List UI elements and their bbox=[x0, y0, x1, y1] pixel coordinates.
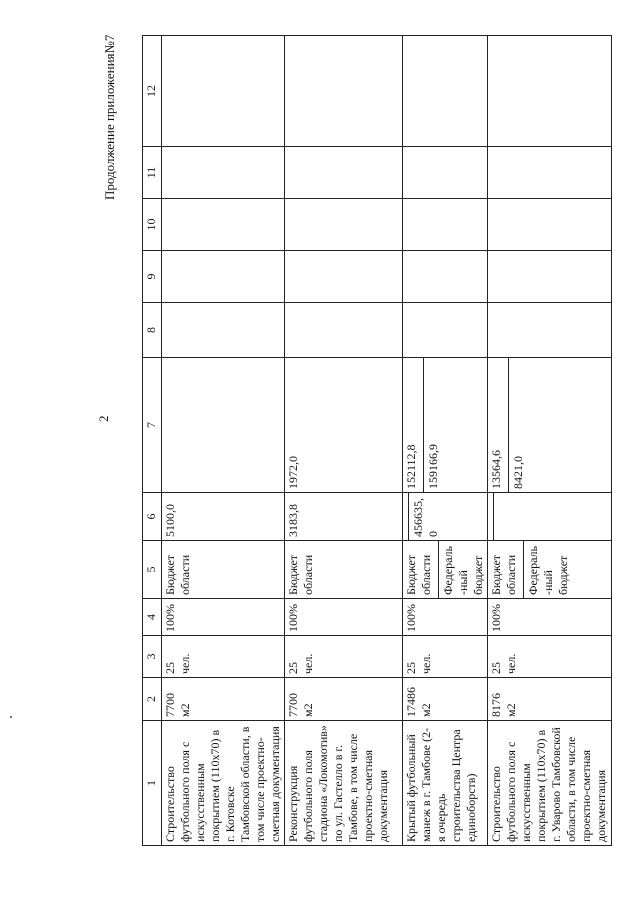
total-amount: 3183,8 bbox=[285, 493, 403, 541]
funding-source-federal: Федераль-ный бюджет bbox=[438, 541, 486, 598]
column-number-row bbox=[143, 36, 162, 846]
object-readiness: 100% bbox=[162, 599, 285, 636]
object-capacity: 25 чел. bbox=[488, 636, 612, 678]
year-amount-federal: 8421,0 bbox=[508, 358, 526, 492]
total-amount: 5100,0 bbox=[162, 493, 285, 541]
object-area: 17486 м2 bbox=[403, 678, 488, 721]
object-name: Крытый футбольный манеж в г. Тамбове (2-я очередь строительства Центра единоборств) bbox=[403, 721, 488, 846]
object-capacity: 25 чел. bbox=[162, 636, 285, 678]
column-number: 6 bbox=[143, 493, 162, 541]
object-area: 7700 м2 bbox=[285, 678, 403, 721]
object-readiness: 100% bbox=[488, 599, 612, 636]
funding-source-cell bbox=[162, 541, 285, 599]
object-readiness: 100% bbox=[403, 599, 488, 636]
column-number: 9 bbox=[143, 251, 162, 303]
column-number: 11 bbox=[143, 147, 162, 199]
funding-source-cell bbox=[488, 541, 612, 599]
year-amount: 1972,0 bbox=[285, 358, 403, 493]
object-name: Строительство футбольного поля с искусственным покрытием (110х70) в г. Уварово Тамбовской области, в том числе проектно-сметная документация bbox=[488, 721, 612, 846]
appendix-continuation-note: Продолжение приложения№7 bbox=[102, 34, 117, 200]
column-number: 7 bbox=[143, 358, 162, 493]
column-number: 1 bbox=[143, 721, 162, 846]
page-number: 2 bbox=[96, 415, 111, 422]
year-amount-cell bbox=[403, 358, 488, 493]
object-capacity: 25 чел. bbox=[403, 636, 488, 678]
scan-speck bbox=[10, 716, 12, 718]
column-number: 2 bbox=[143, 678, 162, 721]
funding-source-cell bbox=[285, 541, 403, 599]
year-amount: 13564,6 bbox=[489, 450, 503, 489]
table-row bbox=[403, 36, 488, 846]
funding-source: Бюджет области bbox=[489, 554, 518, 595]
year-amount bbox=[162, 358, 285, 493]
year-amount-federal: 159166,9 bbox=[423, 358, 441, 492]
total-amount-cell bbox=[403, 493, 488, 541]
funding-source-federal: Федераль-ный бюджет bbox=[523, 541, 571, 598]
object-readiness: 100% bbox=[285, 599, 403, 636]
column-number: 10 bbox=[143, 199, 162, 251]
total-amount-cell bbox=[488, 493, 612, 541]
total-amount-federal: 456635,0 bbox=[408, 493, 441, 540]
column-number: 3 bbox=[143, 636, 162, 678]
rotated-table-container bbox=[142, 36, 614, 846]
object-area: 8176 м2 bbox=[488, 678, 612, 721]
funding-source-cell bbox=[403, 541, 488, 599]
table-row bbox=[488, 36, 612, 846]
object-capacity: 25 чел. bbox=[285, 636, 403, 678]
year-amount: 152112,8 bbox=[404, 444, 418, 489]
column-number: 5 bbox=[143, 541, 162, 599]
table-row bbox=[162, 36, 285, 846]
column-number: 4 bbox=[143, 599, 162, 636]
object-area: 7700 м2 bbox=[162, 678, 285, 721]
funding-source: Бюджет области bbox=[404, 554, 433, 595]
object-name: Строительство футбольного поля с искусственным покрытием (110х70) в г. Котовске Тамбовской области, в том числе проектно-сметная документация bbox=[162, 721, 285, 846]
table-row bbox=[285, 36, 403, 846]
column-number: 8 bbox=[143, 303, 162, 358]
funding-source: Бюджет области bbox=[286, 554, 315, 595]
column-number: 12 bbox=[143, 36, 162, 147]
object-name: Реконструкция футбольного поля стадиона «Локомотив» по ул. Гастелло в г. Тамбове, в том числе проектно-сметная документация bbox=[285, 721, 403, 846]
program-table bbox=[142, 35, 612, 846]
total-amount-federal bbox=[493, 493, 496, 540]
year-amount-cell bbox=[488, 358, 612, 493]
funding-source: Бюджет области bbox=[163, 554, 192, 595]
